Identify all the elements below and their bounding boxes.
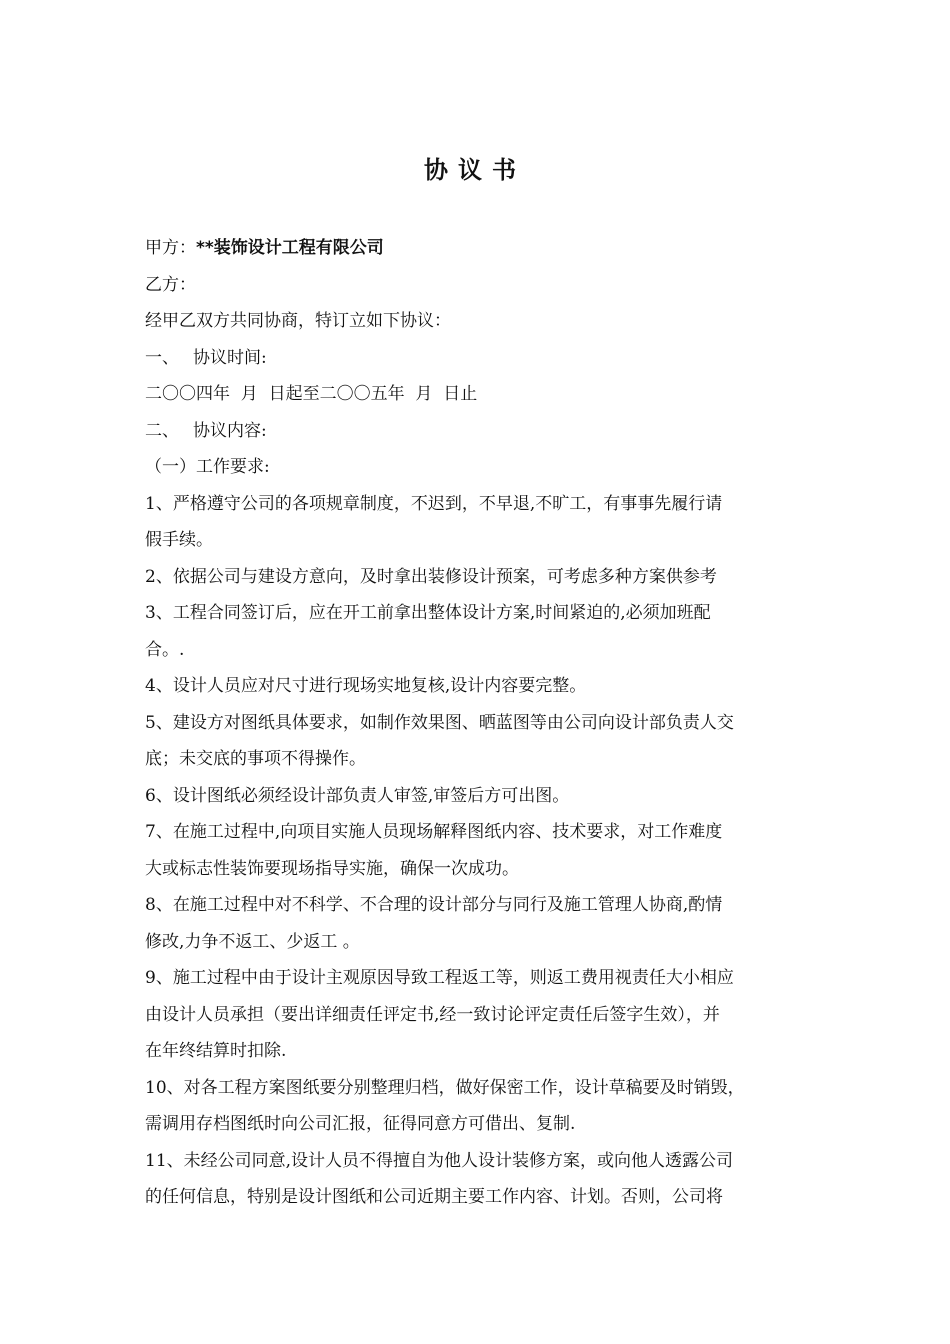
intro-line: 经甲乙双方共同协商，特订立如下协议： bbox=[145, 311, 451, 331]
clause-line: 底；未交底的事项不得操作。 bbox=[145, 749, 366, 769]
clause-line: 10、对各工程方案图纸要分别整理归档，做好保密工作，设计草稿要及时销毁， bbox=[145, 1077, 745, 1098]
clause-line: 8、在施工过程中对不科学、不合理的设计部分与同行及施工管理人协商,酌情 bbox=[145, 895, 723, 915]
section-2-title: 协议内容: bbox=[193, 420, 267, 441]
clause-line: 的任何信息，特别是设计图纸和公司近期主要工作内容、计划。否则，公司将 bbox=[145, 1187, 723, 1207]
clause-line: 7、在施工过程中,向项目实施人员现场解释图纸内容、技术要求，对工作难度 bbox=[145, 822, 723, 842]
clause-line: 假手续。 bbox=[145, 530, 213, 550]
section-2-heading bbox=[145, 413, 835, 450]
clause-line: 由设计人员承担（要出详细责任评定书,经一致讨论评定责任后签字生效），并 bbox=[145, 1004, 720, 1025]
agreement-period bbox=[145, 376, 835, 413]
subsection-1-heading: （一）工作要求: bbox=[145, 457, 270, 477]
clause-line: 5、建设方对图纸具体要求，如制作效果图、晒蓝图等由公司向设计部负责人交 bbox=[145, 712, 734, 733]
section-1-title: 协议时间: bbox=[193, 347, 267, 368]
clause-line: 2、依据公司与建设方意向，及时拿出装修设计预案，可考虑多种方案供参考 bbox=[145, 566, 717, 587]
section-2-number: 二、 bbox=[145, 420, 179, 441]
clause-line: 6、设计图纸必须经设计部负责人审签,审签后方可出图。 bbox=[145, 785, 570, 806]
agreement-period-text: 二〇〇四年 月 日起至二〇〇五年 月 日止 bbox=[145, 384, 478, 404]
clause-line: 在年终结算时扣除. bbox=[145, 1041, 287, 1061]
document-body bbox=[145, 230, 835, 1216]
party-a-label: 甲方： bbox=[145, 238, 196, 258]
party-b-line: 乙方： bbox=[145, 274, 196, 295]
section-1-number: 一、 bbox=[145, 347, 179, 368]
clause-line: 3、工程合同签订后，应在开工前拿出整体设计方案,时间紧迫的,必须加班配 bbox=[145, 603, 711, 623]
clause-line: 修改,力争不返工、少返工 。 bbox=[145, 931, 360, 952]
document-title: 协议书 bbox=[424, 156, 526, 184]
party-a-name: **装饰设计工程有限公司 bbox=[196, 238, 384, 258]
clause-line: 1、严格遵守公司的各项规章制度，不迟到，不早退,不旷工，有事事先履行请 bbox=[145, 493, 723, 514]
section-1-heading bbox=[145, 340, 835, 377]
clause-line: 合。. bbox=[145, 639, 185, 660]
clause-line: 9、施工过程中由于设计主观原因导致工程返工等，则返工费用视责任大小相应 bbox=[145, 968, 734, 988]
clause-line: 4、设计人员应对尺寸进行现场实地复核,设计内容要完整。 bbox=[145, 676, 587, 696]
clause-line: 大或标志性装饰要现场指导实施，确保一次成功。 bbox=[145, 858, 519, 879]
clause-line: 11、未经公司同意,设计人员不得擅自为他人设计装修方案，或向他人透露公司 bbox=[145, 1150, 734, 1171]
clause-line: 需调用存档图纸时向公司汇报，征得同意方可借出、复制. bbox=[145, 1114, 576, 1134]
party-a-line bbox=[145, 230, 835, 267]
